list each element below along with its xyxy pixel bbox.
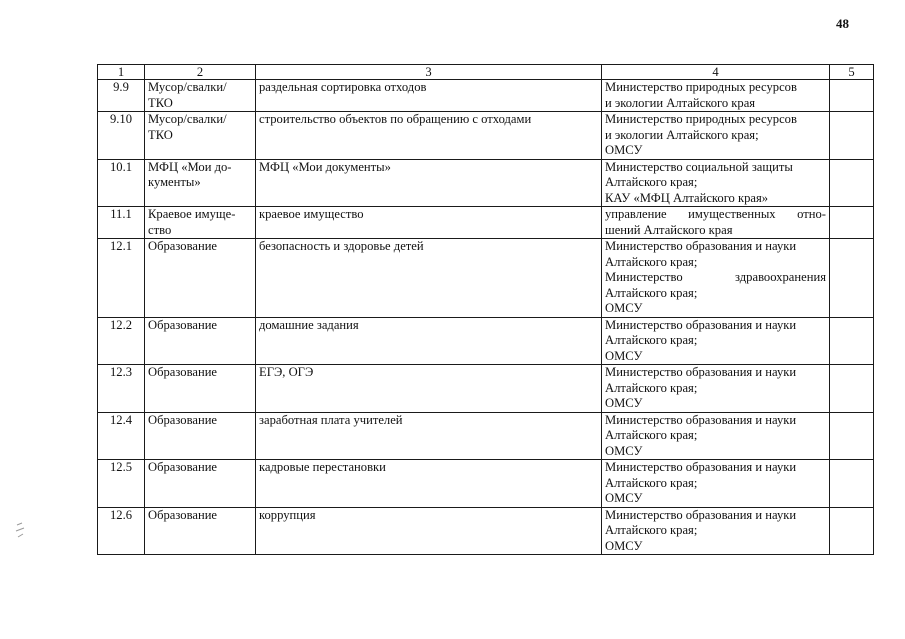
row-responsible: [602, 507, 830, 555]
responsible-line: Министерство образования и науки: [605, 317, 797, 332]
table-row: [98, 317, 874, 365]
row-number: 12.5: [98, 460, 145, 508]
responsible-line: ОМСУ: [605, 396, 643, 410]
row-col5: [830, 239, 874, 318]
category-line: Образование: [148, 239, 218, 253]
row-number: 11.1: [98, 207, 145, 239]
responsible-line: ОМСУ: [605, 143, 643, 157]
responsible-line: ОМСУ: [605, 443, 643, 458]
row-category: [145, 112, 256, 160]
category-line: Мусор/свалки/: [148, 112, 227, 126]
responsible-line: ОМСУ: [605, 491, 643, 505]
row-topic: раздельная сортировка отходов: [256, 80, 602, 112]
category-line: Образование: [148, 460, 218, 474]
responsible-line: Алтайского края;: [605, 333, 698, 347]
row-responsible: [602, 159, 830, 207]
responsible-line: Министерство образования и науки: [605, 460, 797, 474]
header-col-3: 3: [256, 65, 602, 80]
category-line: ство: [148, 222, 172, 237]
table-row: [98, 507, 874, 555]
table-row: [98, 112, 874, 160]
row-category: [145, 80, 256, 112]
row-number: 12.3: [98, 365, 145, 413]
row-col5: [830, 207, 874, 239]
row-responsible: [602, 80, 830, 112]
table-row: [98, 80, 874, 112]
row-responsible: [602, 460, 830, 508]
responsible-line: и экологии Алтайского края;: [605, 127, 759, 142]
row-col5: [830, 80, 874, 112]
responsible-line: Министерство образования и науки: [605, 239, 797, 253]
row-topic: ЕГЭ, ОГЭ: [256, 365, 602, 413]
table-row: [98, 412, 874, 460]
row-col5: [830, 317, 874, 365]
category-line: Образование: [148, 365, 218, 379]
responsible-line: Алтайского края;: [605, 380, 698, 395]
row-col5: [830, 460, 874, 508]
responsible-line: Алтайского края;: [605, 175, 698, 189]
category-line: Образование: [148, 317, 218, 332]
row-category: [145, 207, 256, 239]
row-number: 9.10: [98, 112, 145, 160]
row-col5: [830, 365, 874, 413]
responsible-line: Алтайского края;: [605, 285, 698, 300]
row-topic: заработная плата учителей: [256, 412, 602, 460]
responsible-line: и экологии Алтайского края: [605, 95, 756, 110]
row-col5: [830, 507, 874, 555]
category-line: МФЦ «Мои до-: [148, 159, 232, 174]
row-topic: МФЦ «Мои документы»: [256, 159, 602, 207]
row-number: 9.9: [98, 80, 145, 112]
row-category: [145, 239, 256, 318]
row-number: 10.1: [98, 159, 145, 207]
row-topic: безопасность и здоровье детей: [256, 239, 602, 318]
responsible-line: Министерство здравоохранения: [605, 270, 826, 284]
responsible-line: Алтайского края;: [605, 475, 698, 490]
responsible-line: Министерство социальной защиты: [605, 159, 793, 174]
header-col-5: 5: [830, 65, 874, 80]
row-topic: краевое имущество: [256, 207, 602, 239]
row-number: 12.6: [98, 507, 145, 555]
table-row: [98, 159, 874, 207]
header-col-4: 4: [602, 65, 830, 80]
row-number: 12.1: [98, 239, 145, 318]
category-line: Образование: [148, 412, 218, 427]
document-table: [97, 64, 874, 555]
table-row: [98, 365, 874, 413]
responsible-line: ОМСУ: [605, 301, 643, 315]
row-topic: кадровые перестановки: [256, 460, 602, 508]
responsible-line: ОМСУ: [605, 538, 643, 553]
row-category: [145, 460, 256, 508]
responsible-line: шений Алтайского края: [605, 222, 733, 237]
row-responsible: [602, 365, 830, 413]
responsible-line: Алтайского края;: [605, 523, 698, 537]
row-category: [145, 317, 256, 365]
row-topic: домашние задания: [256, 317, 602, 365]
table-row: [98, 239, 874, 318]
row-responsible: [602, 112, 830, 160]
row-topic: строительство объектов по обращению с отходами: [256, 112, 602, 160]
category-line: Краевое имуще-: [148, 207, 236, 221]
row-category: [145, 507, 256, 555]
responsible-line: Алтайского края;: [605, 428, 698, 442]
row-category: [145, 412, 256, 460]
row-responsible: [602, 412, 830, 460]
row-number: 12.4: [98, 412, 145, 460]
category-line: Образование: [148, 507, 218, 522]
responsible-line: Алтайского края;: [605, 254, 698, 269]
table-row: [98, 460, 874, 508]
category-line: Мусор/свалки/: [148, 80, 227, 94]
category-line: кументы»: [148, 175, 201, 189]
responsible-line: Министерство природных ресурсов: [605, 112, 797, 126]
table-row: [98, 207, 874, 239]
row-topic: коррупция: [256, 507, 602, 555]
row-number: 12.2: [98, 317, 145, 365]
header-col-2: 2: [145, 65, 256, 80]
table-header-row: [98, 65, 874, 80]
row-category: [145, 365, 256, 413]
margin-mark: [14, 522, 28, 540]
row-col5: [830, 112, 874, 160]
header-col-1: 1: [98, 65, 145, 80]
row-responsible: [602, 239, 830, 318]
responsible-line: Министерство образования и науки: [605, 365, 797, 379]
responsible-line: ОМСУ: [605, 348, 643, 363]
category-line: ТКО: [148, 95, 173, 110]
responsible-line: КАУ «МФЦ Алтайского края»: [605, 190, 769, 205]
responsible-line: Министерство образования и науки: [605, 412, 797, 427]
responsible-line: Министерство образования и науки: [605, 507, 797, 522]
responsible-line: управление имущественных отно-: [605, 207, 826, 221]
row-responsible: [602, 317, 830, 365]
page-number: 48: [836, 16, 849, 31]
row-col5: [830, 159, 874, 207]
row-category: [145, 159, 256, 207]
responsible-line: Министерство природных ресурсов: [605, 80, 797, 94]
row-col5: [830, 412, 874, 460]
row-responsible: [602, 207, 830, 239]
category-line: ТКО: [148, 127, 173, 142]
